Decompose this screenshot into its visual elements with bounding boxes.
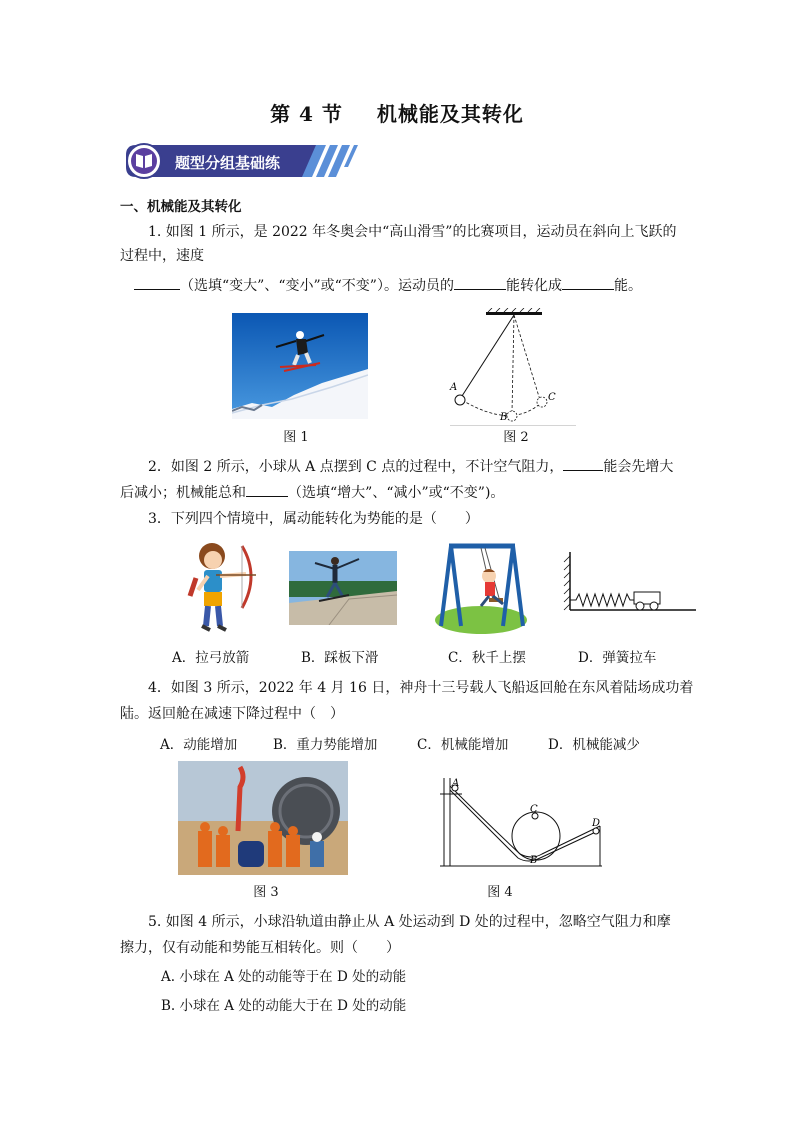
q4-option-b[interactable]: B．重力势能增加 [273, 737, 378, 753]
figure-3-caption: 图 3 [253, 885, 279, 900]
q3-option-a[interactable]: A．拉弓放箭 [172, 650, 250, 666]
banner-label: 题型分组基础练 [175, 154, 281, 172]
label-b: B [500, 412, 508, 423]
q1-line3: （选填“变大”、“变小”或“不变”）。运动员的 能转化成 能。 [134, 275, 642, 296]
answer-blank[interactable] [134, 275, 180, 290]
section-number: 第 4 节 [270, 102, 343, 126]
q5-line1: 5. 如图 4 所示，小球沿轨道由静止从 A 处运动到 D 处的过程中，忽略空气阻力和摩 [148, 914, 671, 930]
q2-line2: 后减小；机械能总和 （选填“增大”、“减小”或“不变”)。 [120, 482, 504, 503]
q4-line1: 4．如图 3 所示，2022 年 4 月 16 日，神舟十三号载人飞船返回舱在东风着陆场成功着 [148, 680, 694, 696]
page-title [0, 98, 794, 127]
q3-option-c[interactable]: C．秋千上摆 [448, 650, 526, 666]
figure-4-caption: 图 4 [487, 885, 513, 900]
skateboard-picture [289, 551, 397, 625]
q5-option-a[interactable]: A. 小球在 A 处的动能等于在 D 处的动能 [161, 969, 407, 985]
figure-3-return-capsule-photo [178, 761, 348, 875]
q4-option-d[interactable]: D．机械能减少 [548, 737, 640, 753]
section-name: 机械能及其转化 [376, 102, 524, 126]
label-a: A [450, 382, 458, 393]
answer-blank[interactable] [562, 275, 614, 290]
q3-option-d[interactable]: D．弹簧拉车 [578, 650, 657, 666]
label-a: A [452, 778, 460, 789]
q2-line1: 2．如图 2 所示，小球从 A 点摆到 C 点的过程中，不计空气阻力， 能会先增大 [148, 456, 673, 477]
heading-1: 一、机械能及其转化 [120, 199, 242, 215]
label-c: C [548, 392, 556, 403]
q5-line2: 擦力，仅有动能和势能互相转化。则（ ） [120, 940, 400, 956]
answer-blank[interactable] [246, 482, 288, 497]
label-d: D [592, 818, 601, 829]
q4-line2: 陆。返回舱在减速下降过程中（ ） [120, 706, 344, 722]
figure-1-caption: 图 1 [283, 430, 309, 445]
spring-cart-picture [562, 550, 698, 616]
q1-line1: 1. 如图 1 所示，是 2022 年冬奥会中“高山滑雪”的比赛项目，运动员在斜向上飞跃的 [148, 224, 677, 240]
q4-option-a[interactable]: A．动能增加 [160, 737, 238, 753]
q3-stem: 3．下列四个情境中，属动能转化为势能的是（ ） [148, 511, 479, 527]
answer-blank[interactable] [563, 456, 603, 471]
figure-2-pendulum [446, 308, 580, 426]
q4-option-c[interactable]: C．机械能增加 [417, 737, 509, 753]
answer-blank[interactable] [454, 275, 506, 290]
archer-picture [180, 540, 258, 636]
swing-picture [433, 542, 529, 636]
q1-line2: 过程中，速度 [120, 248, 204, 264]
q5-option-b[interactable]: B. 小球在 A 处的动能大于在 D 处的动能 [161, 998, 407, 1014]
label-b: B [530, 855, 538, 866]
figure-2-caption: 图 2 [503, 430, 529, 445]
label-c: C [530, 804, 538, 815]
figure-4-loop-track [436, 774, 606, 870]
q3-option-b[interactable]: B．踩板下滑 [301, 650, 379, 666]
figure-1-skier-photo [232, 313, 368, 419]
